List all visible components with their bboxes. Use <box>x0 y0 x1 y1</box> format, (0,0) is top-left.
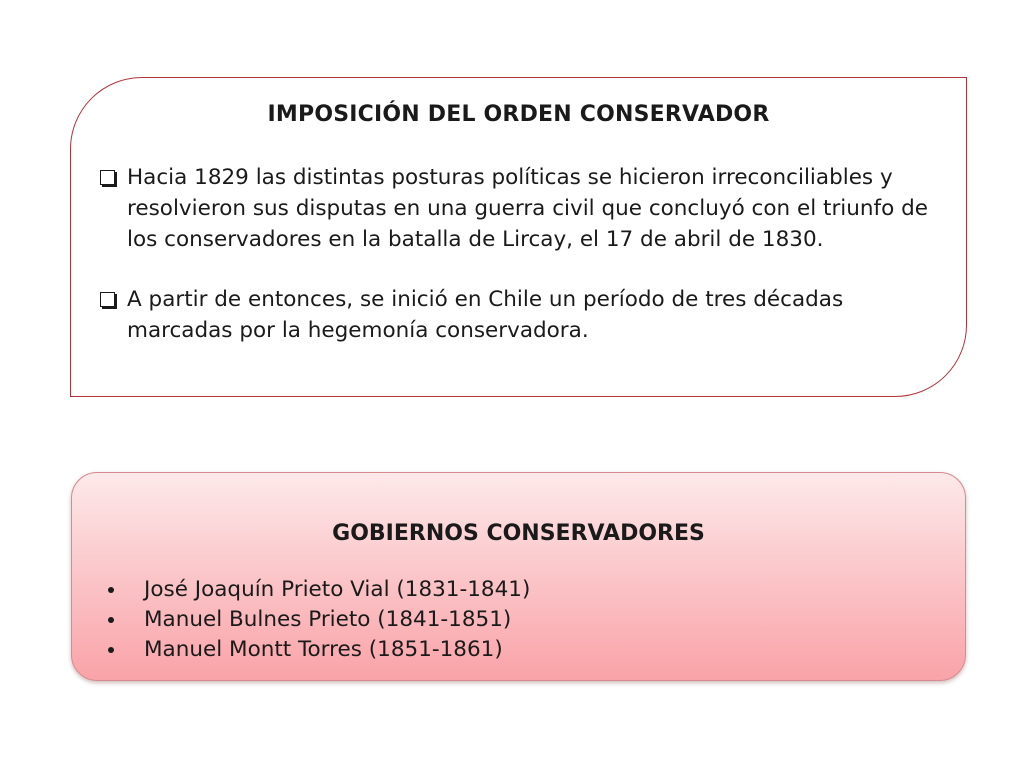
bullet-list <box>104 575 530 665</box>
list-item-text: José Joaquín Prieto Vial (1831-1841) <box>144 577 531 602</box>
list-item <box>104 575 530 605</box>
list-item-text: Hacia 1829 las distintas posturas políticas se hicieron irreconciliables y resolvieron sus disputas en una guerra civil que concluyó con el triunfo de los conservadores en la batalla de Lircay, el 17 de abril de 1830. <box>127 165 928 252</box>
list-item-text: Manuel Bulnes Prieto (1841-1851) <box>144 607 512 632</box>
list-item <box>99 162 936 255</box>
list-item-text: Manuel Montt Torres (1851-1861) <box>144 637 503 662</box>
list-item <box>104 635 530 665</box>
list-item <box>104 605 530 635</box>
list-item-text: A partir de entonces, se inició en Chile un período de tres décadas marcadas por la hegemonía conservadora. <box>127 287 844 343</box>
section-title: GOBIERNOS CONSERVADORES <box>332 521 705 546</box>
bullet-list <box>99 162 936 346</box>
imposicion-orden-conservador-box <box>70 77 967 397</box>
bullet-dot-icon <box>108 587 114 593</box>
bullet-dot-icon <box>108 617 114 623</box>
checkbox-bullet-icon <box>100 170 115 185</box>
list-item <box>99 284 936 346</box>
section-title: IMPOSICIÓN DEL ORDEN CONSERVADOR <box>267 102 770 127</box>
bullet-dot-icon <box>108 647 114 653</box>
gobiernos-conservadores-box <box>71 472 966 681</box>
checkbox-bullet-icon <box>100 292 115 307</box>
